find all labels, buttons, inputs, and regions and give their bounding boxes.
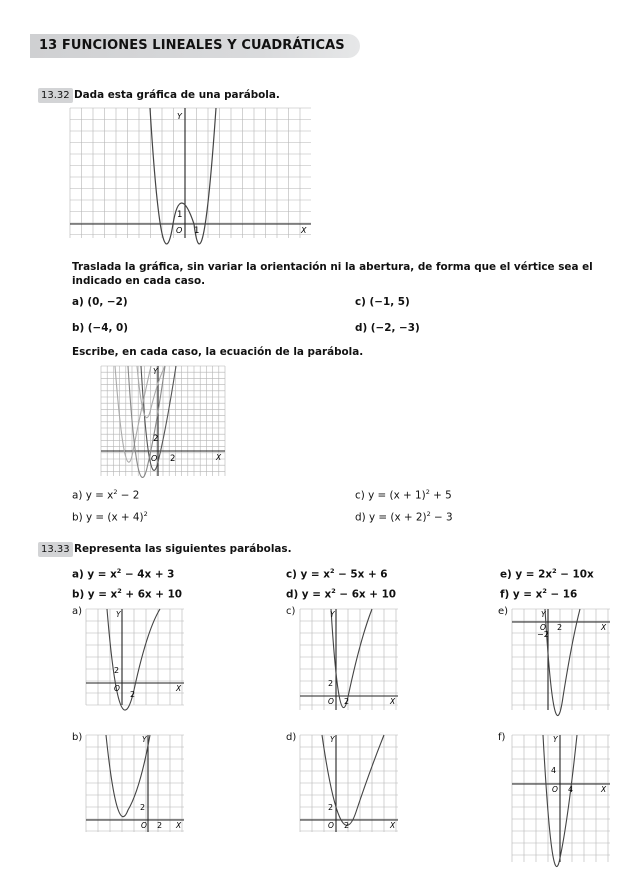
equation-c: c) $y = x^2 - 5x + 6$ [286, 567, 388, 581]
vertex-b: b) (−4, 0) [72, 322, 129, 334]
svg-text:Y: Y [541, 610, 546, 619]
svg-text:Y: Y [553, 735, 558, 744]
graph-a-label: a) [72, 606, 83, 617]
graph2-y-label: Y [153, 367, 158, 376]
graph1-x-label: X [301, 226, 307, 235]
svg-text:2: 2 [140, 803, 146, 812]
svg-text:2: 2 [344, 821, 350, 830]
svg-text:X: X [176, 821, 182, 830]
svg-text:Y: Y [142, 735, 147, 744]
equation-b: b) $y = x^2 + 6x + 10$ [72, 587, 183, 601]
graph1-tick-y: 1 [177, 210, 183, 220]
svg-text:Y: Y [330, 610, 335, 619]
graph-f-label: f) [498, 732, 506, 743]
equation-f: f) $y = x^2 - 16$ [500, 587, 578, 601]
svg-text:2: 2 [328, 679, 334, 688]
equation-e: e) $y = 2x^2 - 10x$ [500, 567, 594, 581]
graph-c-label: c) [286, 606, 296, 617]
svg-text:4: 4 [551, 766, 557, 775]
svg-text:X: X [390, 821, 396, 830]
graph2-origin-label: O [151, 454, 158, 463]
graph-d-label: d) [286, 732, 297, 743]
graph-f [512, 735, 610, 867]
graph-e [512, 609, 610, 716]
graph-b-label: b) [72, 732, 83, 743]
svg-text:2: 2 [114, 666, 120, 675]
svg-text:2: 2 [328, 803, 334, 812]
exercise-number-13-32: 13.32 [38, 88, 73, 103]
graph-b [86, 735, 184, 832]
equation-d: d) $y = x^2 - 6x + 10$ [286, 587, 397, 601]
graph-c [300, 609, 398, 710]
graph-e-parabola [545, 609, 580, 716]
vertex-a: a) (0, −2) [72, 296, 128, 308]
answer-b: b) $y = (x + 4)^2$ [72, 510, 148, 524]
svg-text:O: O [328, 697, 334, 706]
svg-text:Y: Y [116, 610, 121, 619]
svg-text:O: O [114, 684, 120, 693]
svg-text:−2: −2 [537, 630, 549, 639]
svg-text:O: O [328, 821, 334, 830]
svg-text:2: 2 [157, 821, 163, 830]
graph1-origin-label: O [176, 226, 183, 235]
write-prompt: Escribe, en cada caso, la ecuación de la parábola. [72, 346, 364, 358]
vertex-d: d) (−2, −3) [355, 322, 420, 334]
graph2-tick-y: 2 [153, 434, 159, 444]
svg-text:4: 4 [568, 785, 574, 794]
page-title: 13 FUNCIONES LINEALES Y CUADRÁTICAS [39, 38, 345, 53]
svg-text:Y: Y [330, 735, 335, 744]
answer-a: a) $y = x^2 - 2$ [72, 488, 140, 502]
svg-text:O: O [552, 785, 558, 794]
instruction-text: Traslada la gráfica, sin variar la orientación ni la abertura, de forma que el vértice sea el indicado en cada caso. [72, 261, 593, 287]
svg-text:O: O [540, 623, 546, 632]
answer-c: c) $y = (x + 1)^2 + 5$ [355, 488, 452, 502]
svg-text:O: O [141, 821, 147, 830]
answer-d: d) $y = (x + 2)^2 - 3$ [355, 510, 453, 524]
graph-e-label: e) [498, 606, 509, 617]
graph2-tick-x: 2 [170, 454, 176, 464]
svg-text:2: 2 [130, 690, 136, 699]
svg-text:2: 2 [344, 697, 350, 706]
graph1-tick-x: 1 [194, 226, 200, 236]
exercise-number-13-33: 13.33 [38, 542, 73, 557]
svg-text:X: X [390, 697, 396, 706]
svg-text:X: X [601, 785, 607, 794]
exercise-statement-13-32: Dada esta gráfica de una parábola. [74, 89, 280, 101]
svg-text:X: X [176, 684, 182, 693]
graph-d [300, 735, 398, 832]
exercise-statement-13-33: Representa las siguientes parábolas. [74, 543, 292, 555]
vertex-c: c) (−1, 5) [355, 296, 410, 308]
svg-text:X: X [601, 623, 607, 632]
equation-a: a) $y = x^2 - 4x + 3$ [72, 567, 175, 581]
svg-text:2: 2 [557, 623, 563, 632]
graph-a [86, 609, 184, 710]
graph1-y-label: Y [177, 112, 182, 121]
graph2-x-label: X [216, 453, 222, 462]
